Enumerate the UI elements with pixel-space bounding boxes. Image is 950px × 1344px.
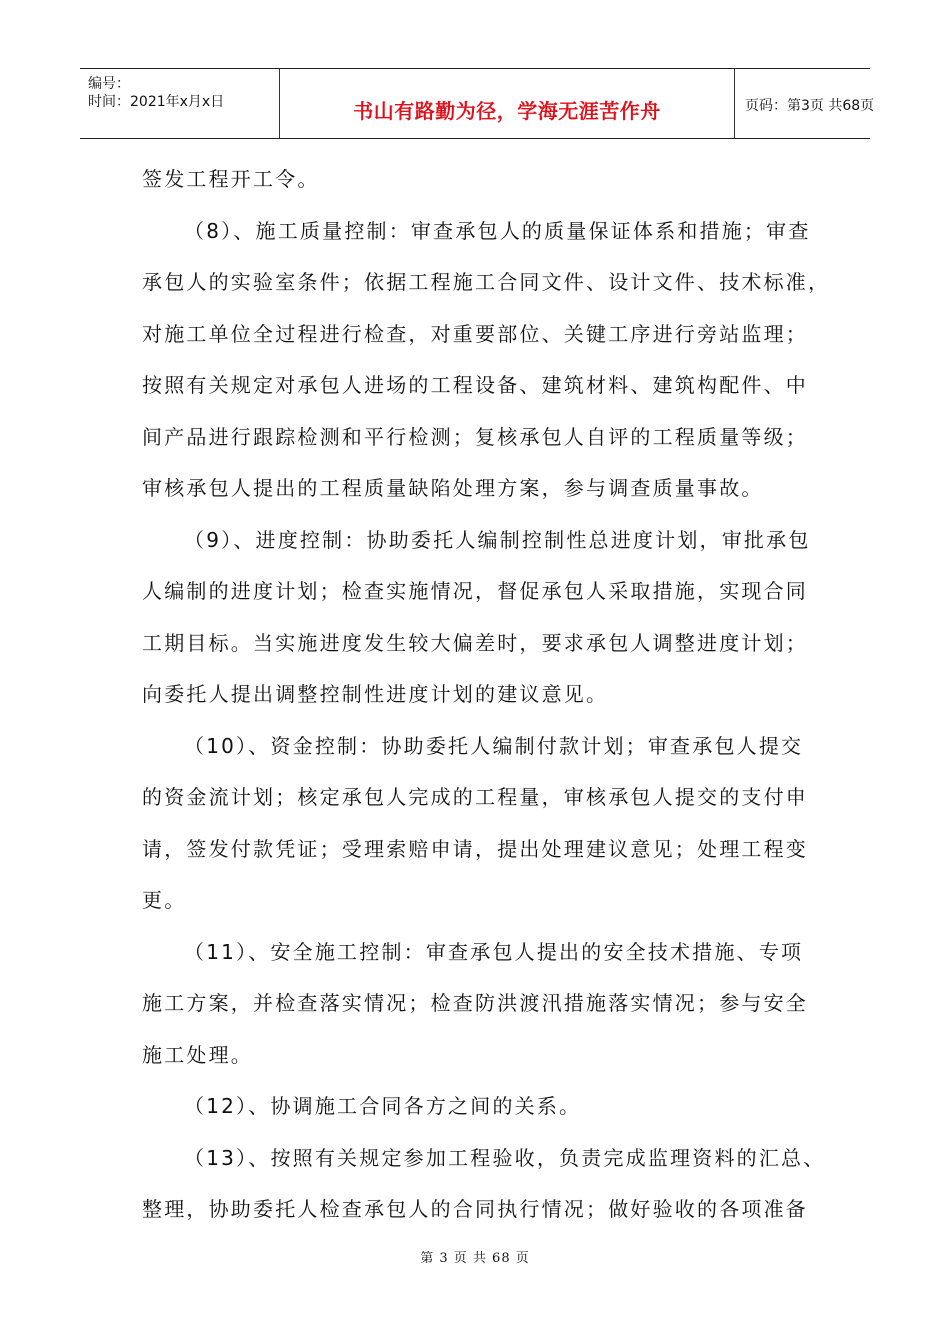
body-line: 向委托人提出调整控制性进度计划的建议意见。 <box>142 682 609 706</box>
body-line: 审核承包人提出的工程质量缺陷处理方案，参与调查质量事故。 <box>142 476 764 500</box>
header-center-cell <box>280 69 735 138</box>
motto: 书山有路勤为径，学海无涯苦作舟 <box>353 99 661 123</box>
body-line: 施工方案，并检查落实情况；检查防洪渡汛措施落实情况；参与安全 <box>142 991 808 1015</box>
body-line: （10）、资金控制：协助委托人编制付款计划；审查承包人提交 <box>184 734 804 758</box>
body-line: 按照有关规定对承包人进场的工程设备、建筑材料、建筑构配件、中 <box>142 373 808 397</box>
body-line: 间产品进行跟踪检测和平行检测；复核承包人自评的工程质量等级； <box>142 425 808 449</box>
body-line: 施工处理。 <box>142 1043 253 1067</box>
body-line: 请，签发付款凭证；受理索赔申请，提出处理建议意见；处理工程变 <box>142 837 808 861</box>
body-line: 签发工程开工令。 <box>142 167 320 191</box>
body-line: 更。 <box>142 888 187 912</box>
body-line: 整理，协助委托人检查承包人的合同执行情况；做好验收的各项准备 <box>142 1197 808 1221</box>
body-line: （9）、进度控制：协助委托人编制控制性总进度计划，审批承包 <box>184 528 811 552</box>
body-line: 人编制的进度计划；检查实施情况，督促承包人采取措施，实现合同 <box>142 579 808 603</box>
body-line: 的资金流计划；核定承包人完成的工程量，审核承包人提交的支付申 <box>142 785 808 809</box>
page-footer: 第 3 页 共 68 页 <box>420 1251 530 1266</box>
body-line: （13）、按照有关规定参加工程验收，负责完成监理资料的汇总、 <box>184 1146 826 1170</box>
time-label: 时间：2021年x月x日 <box>88 94 225 110</box>
body-line: 承包人的实验室条件；依据工程施工合同文件、设计文件、技术标准， <box>142 270 831 294</box>
body-line: 工期目标。当实施进度发生较大偏差时，要求承包人调整进度计划； <box>142 631 808 655</box>
body-line: （12）、协调施工合同各方之间的关系。 <box>184 1094 582 1118</box>
header-left-cell <box>80 69 280 138</box>
number-label: 编号： <box>88 76 130 92</box>
header-right-cell <box>735 69 875 138</box>
header-table <box>80 68 875 139</box>
body-line: （11）、安全施工控制：审查承包人提出的安全技术措施、专项 <box>184 940 804 964</box>
body-line: （8）、施工质量控制：审查承包人的质量保证体系和措施；审查 <box>184 219 811 243</box>
page-info: 页码：第3页 共68页 <box>745 98 875 114</box>
body-line: 对施工单位全过程进行检查，对重要部位、关键工序进行旁站监理； <box>142 322 808 346</box>
